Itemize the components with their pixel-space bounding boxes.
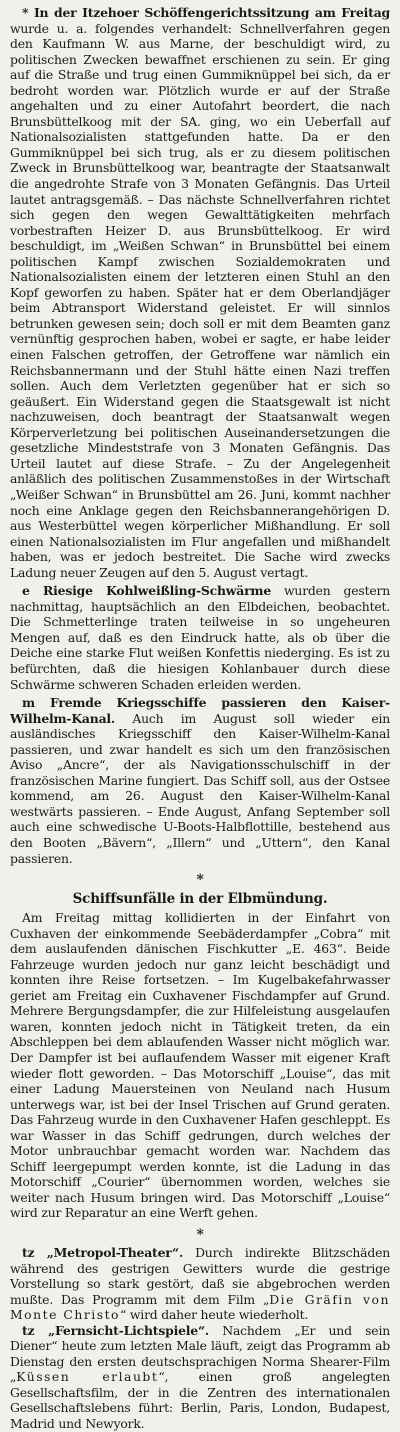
article-lead: tz „Metropol-Theater“.	[22, 1245, 184, 1261]
article-foreign-warships	[10, 695, 390, 866]
article-body: wurden gestern nachmittag, hauptsächlich an den Elbdeichen, beobachtet. Die Schmetterlinge traten teilweise in so ungeheuren Mengen auf, daß es den Eindruck hatte, als ob über die Deiche eine starke Flut weißen Konfettis niederging. Es ist zu befürchten, daß die hiesigen Kohlanbauer durch diese Schwärme schweren Schaden erleiden werden.	[10, 583, 390, 692]
article-cabbage-white-swarms	[10, 583, 390, 692]
article-lead: tz „Fernsicht-Lichtspiele“.	[22, 1322, 209, 1338]
article-fernsicht-lichtspiele	[10, 1323, 390, 1432]
section-headline: Schiffsunfälle in der Elbmündung.	[72, 891, 328, 908]
film-title: Die Gräfin von Monte Christo	[10, 1291, 390, 1323]
article-body: Nachdem „Er und sein Diener“ heute zum letzten Male läuft, zeigt das Programm ab Dienstag den ersten deutschsprachigen Norma Shearer-Film „	[10, 1322, 390, 1385]
article-body: Durch indirekte Blitzschäden während des gestrigen Gewitters wurde die gestrige Vorstellung so stark gestört, daß sie abgebrochen werden mußte. Das Programm mit dem Film „	[10, 1245, 390, 1307]
article-body: “ wird daher heute wiederholt.	[120, 1307, 309, 1323]
article-lead: * In der Itzehoer Schöffengerichtssitzung am Freitag	[22, 5, 390, 20]
article-body: wurde u. a. folgendes verhandelt: Schnellverfahren gegen den Kaufmann W. aus Marne, der beschuldigt wird, zu politischen Zwecken bewaffnet erschienen zu sein. Er ging auf die Straße und trug einen Gummiknüppel bei sich, da er bedroht worden war. Plötzlich wurde er auf der Straße angehalten und zu einer Autofahrt beordert, die nach Brunsbüttelkoog mit der SA. ging, wo ein Ueberfall auf Nationalsozialisten stattgefunden hatte. Da er den Gummiknüppel bei sich trug, als er zu diesem politischen Zweck in Brunsbüttelkoog war, beantragte der Staatsanwalt die angedrohte Strafe von 3 Monaten Gefängnis. Das Urteil lautet antragsgemäß. – Das nächste Schnellverfahren richtet sich gegen den wegen Gewalttätigkeiten mehrfach vorbestraften Heizer D. aus Brunsbüttelkoog. Er wird beschuldigt, im „Weißen Schwan“ in Brunsbüttel bei einem politischen Kampf zwischen Sozialdemokraten und Nationalsozialisten einem der letzteren einen Stuhl an den Kopf geworfen zu haben. Später hat er dem Oberlandjäger beim Abtransport Widerstand geleistet. Er will sinnlos betrunken gewesen sein; doch soll er mit dem Beamten ganz vernünftig gesprochen haben, wobei er sagte, er habe leider einen Falschen getroffen, der Getroffene war nämlich ein Reichsbannermann und der Stuhl hätte einen Nazi treffen sollen. Auch dem Verletzten gegenüber hat er sich so geäußert. Ein Widerstand gegen die Staatsgewalt ist nicht nachzuweisen, doch beantragt der Staatsanwalt wegen Körperverletzung bei politischen Auseinandersetzungen die gesetzliche Mindeststrafe von 3 Monaten Gefängnis. Das Urteil lautet auf diese Strafe. – Zu der Angelegenheit anläßlich des politischen Zusammenstoßes in der Wirtschaft „Weißer Schwan“ in Brunsbüttel am 26. Juni, kommt nachher noch eine Anklage gegen den Reichsbannerangehörigen D. aus Westerbüttel wegen körperlicher Mißhandlung. Er soll einen Nationalsozialisten im Flur angefallen und mißhandelt haben, was er jedoch bestreitet. Die Sache wird zwecks Ladung neuer Zeugen auf den 5. August vertagt.	[10, 20, 390, 580]
article-body: Am Freitag mittag kollidierten in der Einfahrt von Cuxhaven der einkommende Seebäderdampfer „Cobra“ mit dem auslaufenden dänischen Fischkutter „E. 463“. Beide Fahrzeuge wurden jedoch nur ganz leicht beschädigt und konnten ihre Reise fortsetzen. – Im Kugelbakefahrwasser geriet am Freitag ein Cuxhavener Fischdampfer auf Grund. Mehrere Bergungsdampfer, die zur Hilfeleistung ausgelaufen waren, konnten jedoch nicht in Tätigkeit treten, da ein Abschleppen bei dem ablaufenden Wasser nicht möglich war. Der Dampfer ist bei auflaufendem Wasser mit eigener Kraft wieder flott geworden. – Das Motorschiff „Louise“, das mit einer Ladung Mauersteinen von Neuland nach Husum unterwegs war, ist bei der Insel Trischen auf Grund geraten. Das Fahrzeug wurde in den Cuxhavener Hafen geschleppt. Es war Wasser in das Schiff gedrungen, durch welches der Motor unbrauchbar gemacht worden war. Nachdem das Schiff leergepumpt werden konnte, ist die Ladung in das Motorschiff „Courier“ übernommen worden, welches sie weiter nach Husum bringen wird. Das Motorschiff „Louise“ wird zur Reparatur an eine Werft gehen.	[10, 910, 390, 1221]
article-ithehoer-court	[10, 5, 390, 580]
article-lead: e Riesige Kohlweißling-Schwärme	[22, 583, 272, 599]
article-metropol-theater	[10, 1245, 390, 1323]
section-separator: *	[196, 872, 204, 889]
article-lead: m Fremde Kriegsschiffe passieren den Kaiser-Wilhelm-Kanal.	[10, 695, 390, 726]
article-body: Auch im August soll wieder ein ausländisches Kriegsschiff den Kaiser-Wilhelm-Kanal passieren, und zwar handelt es sich um den französischen Aviso „Ancre“, der als Navigationsschulschiff in der französischen Marine fungiert. Das Schiff soll, aus der Ostsee kommend, am 26. August den Kaiser-Wilhelm-Kanal westwärts passieren. – Ende August, Anfang September soll auch eine schwedische U-Boots-Halbflottille, bestehend aus den Booten „Bävern“, „Illern“ und „Uttern“, den Kanal passieren.	[10, 710, 390, 866]
film-title: Küssen erlaubt	[16, 1369, 159, 1385]
article-ship-accidents	[10, 910, 390, 1221]
article-body: “, einen groß angelegten Gesellschaftsfilm, der in die Zentren des internationalen Gesellschaftslebens führt: Berlin, Paris, London, Budapest, Madrid und Newyork.	[10, 1369, 390, 1432]
section-separator: *	[196, 1227, 204, 1244]
